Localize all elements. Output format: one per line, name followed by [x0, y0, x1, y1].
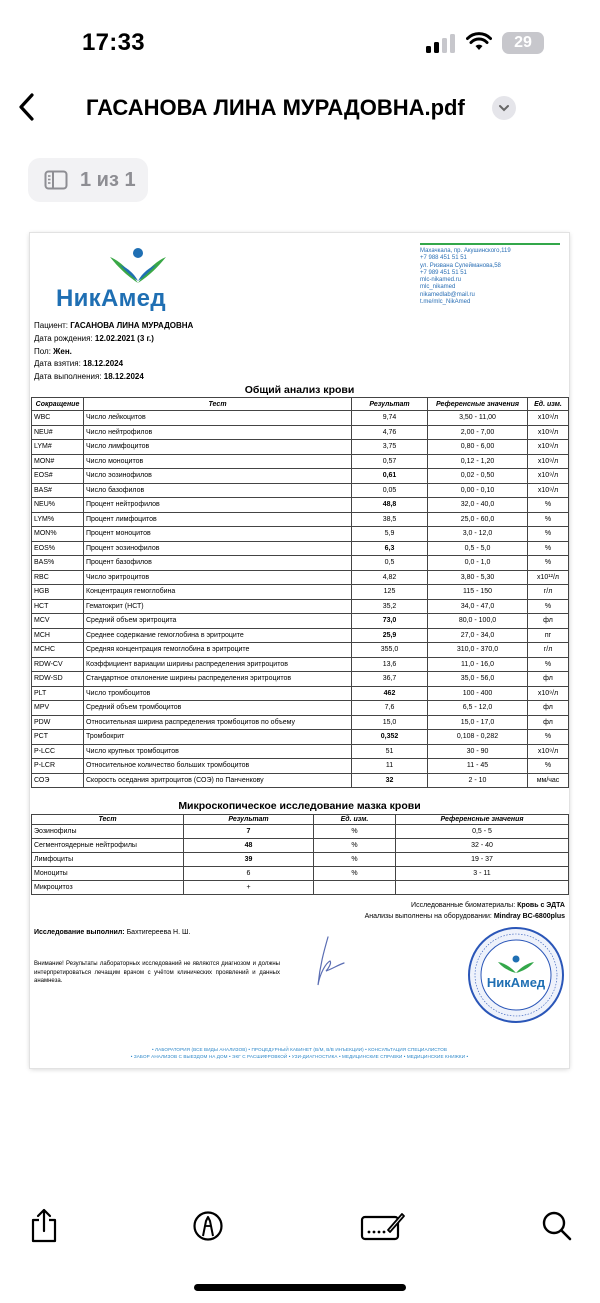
cell-unit: мм/час — [528, 773, 569, 788]
chevron-down-icon — [492, 96, 516, 120]
cell-test: Число крупных тромбоцитов — [84, 744, 352, 759]
cell-result: 15,0 — [352, 715, 428, 730]
table-row — [32, 686, 569, 701]
cell-ref: 34,0 - 47,0 — [428, 599, 528, 614]
cell-ref: 15,0 - 17,0 — [428, 715, 528, 730]
equipment-line — [365, 913, 565, 920]
cell-abbr: BAS% — [32, 556, 84, 571]
label: Дата выполнения: — [34, 372, 102, 382]
cell-ref: 32,0 - 40,0 — [428, 498, 528, 513]
label: Исследование выполнил: — [34, 929, 125, 936]
table-row — [32, 469, 569, 484]
cell-ref: 11 - 45 — [428, 759, 528, 774]
page-indicator[interactable] — [28, 158, 148, 202]
cell-test: Относительная ширина распределения тромбоцитов по объему — [84, 715, 352, 730]
cell-unit: фл — [528, 715, 569, 730]
cbc-table — [31, 397, 569, 788]
cell-result: 11 — [352, 759, 428, 774]
cell-result: 7 — [184, 825, 314, 839]
equipment: Mindray BC-6800plus — [493, 913, 565, 920]
cell-unit: x10⁹/л — [528, 469, 569, 484]
cell-ref: 3,50 - 11,00 — [428, 411, 528, 426]
signal-icon — [426, 33, 456, 53]
contact-line: +7 988 451 51 51 — [420, 255, 467, 262]
cell-abbr: NEU# — [32, 425, 84, 440]
cell-ref: 80,0 - 100,0 — [428, 614, 528, 629]
cell-result: 355,0 — [352, 643, 428, 658]
cell-unit: % — [528, 527, 569, 542]
cell-test: Число эозинофилов — [84, 469, 352, 484]
cell-unit: % — [314, 825, 396, 839]
cell-result: 13,6 — [352, 657, 428, 672]
cell-abbr: HGB — [32, 585, 84, 600]
signature-image — [308, 933, 348, 993]
cell-result: 35,2 — [352, 599, 428, 614]
col-header: Референсные значения — [428, 398, 528, 411]
cell-unit: пг — [528, 628, 569, 643]
cell-abbr: P-LCC — [32, 744, 84, 759]
cell-test: Эозинофилы — [32, 825, 184, 839]
table-row — [32, 730, 569, 745]
cell-abbr: PDW — [32, 715, 84, 730]
patient-name-row — [34, 320, 193, 333]
date-done-row — [34, 371, 193, 384]
table-row — [32, 628, 569, 643]
cell-test: Средний объем эритроцита — [84, 614, 352, 629]
logo-text: НикАмед — [56, 285, 166, 312]
cell-unit — [314, 881, 396, 895]
cell-unit: фл — [528, 701, 569, 716]
home-indicator — [194, 1284, 406, 1291]
cell-result: 125 — [352, 585, 428, 600]
stamp-text: НикАмед — [486, 975, 546, 990]
patient-dob-row — [34, 333, 193, 346]
patient-name: ГАСАНОВА ЛИНА МУРАДОВНА — [70, 321, 194, 330]
contact-line: Махачкала, пр. Акушинского,119 — [420, 248, 511, 254]
cell-result: 36,7 — [352, 672, 428, 687]
cell-unit: фл — [528, 672, 569, 687]
cell-unit: % — [528, 512, 569, 527]
cell-abbr: MON# — [32, 454, 84, 469]
markup-icon[interactable] — [192, 1208, 224, 1244]
date-done: 18.12.2024 — [103, 372, 144, 382]
contacts-block — [420, 243, 560, 306]
cell-test: Число нейтрофилов — [84, 425, 352, 440]
cell-result: 73,0 — [352, 614, 428, 629]
cell-test: Коэффициент вариации ширины распределения эритроцитов — [84, 657, 352, 672]
table-row — [32, 556, 569, 571]
cell-unit: % — [314, 853, 396, 867]
cell-ref: 0,5 - 5 — [396, 825, 569, 839]
cell-ref: 32 - 40 — [396, 839, 569, 853]
cell-result: 39 — [184, 853, 314, 867]
performer: Бахтигереева Н. Ш. — [126, 929, 191, 936]
table-row — [32, 643, 569, 658]
cell-ref: 19 - 37 — [396, 853, 569, 867]
cell-ref: 35,0 - 56,0 — [428, 672, 528, 687]
cell-ref: 310,0 - 370,0 — [428, 643, 528, 658]
cell-result: 0,352 — [352, 730, 428, 745]
table-row — [32, 773, 569, 788]
cell-abbr: RBC — [32, 570, 84, 585]
table-row — [32, 425, 569, 440]
cell-unit: x10⁹/л — [528, 744, 569, 759]
cell-test: Скорость оседания эритроцитов (СОЭ) по Панченкову — [84, 773, 352, 788]
document-title[interactable]: ГАСАНОВА ЛИНА МУРАДОВНА.pdf — [86, 95, 465, 120]
table-row — [32, 839, 569, 853]
cell-result: 9,74 — [352, 411, 428, 426]
patient-sex-row — [34, 346, 193, 359]
cell-result: 7,6 — [352, 701, 428, 716]
cell-result: 0,5 — [352, 556, 428, 571]
cell-test: Число моноцитов — [84, 454, 352, 469]
cell-unit: x10⁹/л — [528, 686, 569, 701]
label: Дата рождения: — [34, 333, 93, 343]
cell-abbr: BAS# — [32, 483, 84, 498]
cell-abbr: WBC — [32, 411, 84, 426]
cell-unit: % — [528, 759, 569, 774]
cell-ref: 0,00 - 0,10 — [428, 483, 528, 498]
cell-test: Моноциты — [32, 867, 184, 881]
contacts-divider — [420, 243, 560, 245]
cell-result: 0,05 — [352, 483, 428, 498]
cell-test: Число лимфоцитов — [84, 440, 352, 455]
table-row — [32, 853, 569, 867]
cell-ref: 11,0 - 16,0 — [428, 657, 528, 672]
cell-result: 3,75 — [352, 440, 428, 455]
cell-unit: г/л — [528, 585, 569, 600]
table-row — [32, 759, 569, 774]
page-indicator-label: 1 из 1 — [80, 169, 136, 191]
cell-abbr: MCV — [32, 614, 84, 629]
section-title-cbc: Общий анализ крови — [244, 384, 355, 396]
cell-test: Процент базофилов — [84, 556, 352, 571]
cell-ref: 2 - 10 — [428, 773, 528, 788]
cell-result: 48,8 — [352, 498, 428, 513]
patient-dob: 12.02.2021 (3 г.) — [94, 333, 154, 343]
table-row — [32, 498, 569, 513]
cell-unit: x10⁹/л — [528, 411, 569, 426]
cell-abbr: MON% — [32, 527, 84, 542]
col-header: Тест — [32, 815, 184, 825]
cell-unit: % — [528, 541, 569, 556]
cell-unit: x10¹²/л — [528, 570, 569, 585]
cell-unit: г/л — [528, 643, 569, 658]
biomaterial-line — [411, 902, 565, 909]
contact-line: mlc-nikamed.ru — [420, 277, 462, 284]
cell-ref: 115 - 150 — [428, 585, 528, 600]
cell-unit: % — [528, 498, 569, 513]
table-row — [32, 483, 569, 498]
cell-test: Стандартное отклонение ширины распределения эритроцитов — [84, 672, 352, 687]
cell-ref: 3,0 - 12,0 — [428, 527, 528, 542]
cell-result: 6 — [184, 867, 314, 881]
table-row — [32, 867, 569, 881]
cell-ref: 25,0 - 60,0 — [428, 512, 528, 527]
cell-unit: % — [528, 556, 569, 571]
footer-line: • ЛАБОРАТОРИЯ (ВСЕ ВИДЫ АНАЛИЗОВ) • ПРОЦЕДУРНЫЙ КАБИНЕТ (В/М, В/В ИНЪЕКЦИИ) • КОНСУЛЬТАЦИЯ СПЕЦИАЛИСТОВ — [151, 1047, 448, 1052]
date-taken-row — [34, 358, 193, 371]
col-header: Тест — [84, 398, 352, 411]
col-header: Результат — [184, 815, 314, 825]
cell-abbr: HCT — [32, 599, 84, 614]
cell-unit: фл — [528, 614, 569, 629]
cell-ref: 30 - 90 — [428, 744, 528, 759]
cell-test: Число лейкоцитов — [84, 411, 352, 426]
cell-abbr: PCT — [32, 730, 84, 745]
table-row — [32, 744, 569, 759]
cell-ref: 0,5 - 5,0 — [428, 541, 528, 556]
cell-ref: 0,12 - 1,20 — [428, 454, 528, 469]
cell-result: 5,9 — [352, 527, 428, 542]
contact-line: +7 989 451 51 51 — [420, 269, 467, 276]
table-row — [32, 454, 569, 469]
cell-abbr: LYM% — [32, 512, 84, 527]
cell-unit: % — [528, 657, 569, 672]
table-row — [32, 599, 569, 614]
cell-test: Концентрация гемоглобина — [84, 585, 352, 600]
cell-abbr: NEU% — [32, 498, 84, 513]
sidebar-icon — [44, 170, 68, 190]
back-icon[interactable] — [14, 90, 44, 124]
cell-test: Число базофилов — [84, 483, 352, 498]
label: Исследованные биоматериалы: — [411, 902, 516, 909]
cell-unit: x10⁹/л — [528, 454, 569, 469]
cell-test: Относительное количество больших тромбоцитов — [84, 759, 352, 774]
cell-result: 6,3 — [352, 541, 428, 556]
cell-result: 51 — [352, 744, 428, 759]
cell-test: Сегментоядерные нейтрофилы — [32, 839, 184, 853]
cell-unit: % — [314, 867, 396, 881]
date-taken: 18.12.2024 — [83, 359, 124, 369]
table-row — [32, 701, 569, 716]
label: Дата взятия: — [34, 359, 81, 369]
col-header: Ед. изм. — [314, 815, 396, 825]
cell-result: 0,61 — [352, 469, 428, 484]
cell-abbr: СОЭ — [32, 773, 84, 788]
table-row — [32, 657, 569, 672]
cell-test: Процент нейтрофилов — [84, 498, 352, 513]
cell-test: Лимфоциты — [32, 853, 184, 867]
table-row — [32, 527, 569, 542]
disclaimer: Внимание! Результаты лабораторных исследований не являются диагнозом и должны интерпретироваться лечащим врачом с учётом клинических проявлений и данных анамнеза. — [34, 961, 280, 984]
table-row — [32, 570, 569, 585]
cell-result: 25,9 — [352, 628, 428, 643]
cell-ref: 6,5 - 12,0 — [428, 701, 528, 716]
table-row — [32, 585, 569, 600]
table-row — [32, 881, 569, 895]
cell-result: 48 — [184, 839, 314, 853]
cell-test: Средний объем тромбоцитов — [84, 701, 352, 716]
cell-abbr: MCHC — [32, 643, 84, 658]
patient-info — [34, 320, 193, 384]
col-header: Референсные значения — [396, 815, 569, 825]
table-row — [32, 672, 569, 687]
cell-ref: 3,80 - 5,30 — [428, 570, 528, 585]
cell-ref: 0,0 - 1,0 — [428, 556, 528, 571]
cell-abbr: P-LCR — [32, 759, 84, 774]
section-title-smear: Микроскопическое исследование мазка крови — [178, 800, 421, 812]
stamp-image — [466, 925, 566, 1025]
cell-result: 4,82 — [352, 570, 428, 585]
cell-abbr: EOS% — [32, 541, 84, 556]
status-time: 17:33 — [82, 29, 145, 56]
contact-line: ул. Ризвана Сулейманова,58 — [420, 262, 501, 269]
wifi-icon — [466, 32, 492, 52]
col-header: Ед. изм. — [528, 398, 569, 411]
signature-icon[interactable] — [360, 1208, 406, 1244]
cell-ref: 2,00 - 7,00 — [428, 425, 528, 440]
cell-ref: 27,0 - 34,0 — [428, 628, 528, 643]
cell-unit: % — [528, 599, 569, 614]
cell-unit: % — [528, 730, 569, 745]
cell-unit: x10⁹/л — [528, 425, 569, 440]
battery-icon: 29 — [502, 32, 544, 54]
cell-test: Средняя концентрация гемоглобина в эритроците — [84, 643, 352, 658]
cell-ref: 3 - 11 — [396, 867, 569, 881]
cell-ref: 0,80 - 6,00 — [428, 440, 528, 455]
cell-test: Микроцитоз — [32, 881, 184, 895]
table-row — [32, 411, 569, 426]
contact-line: nikamedlab@mail.ru — [420, 291, 475, 298]
cell-test: Процент моноцитов — [84, 527, 352, 542]
biomaterial: Кровь с ЭДТА — [517, 902, 565, 909]
cell-test: Гематокрит (НСТ) — [84, 599, 352, 614]
col-header: Сокращение — [32, 398, 84, 411]
cell-test: Тромбокрит — [84, 730, 352, 745]
table-row — [32, 541, 569, 556]
cell-test: Процент эозинофилов — [84, 541, 352, 556]
cell-abbr: EOS# — [32, 469, 84, 484]
cell-abbr: PLT — [32, 686, 84, 701]
cell-result: 462 — [352, 686, 428, 701]
cell-abbr: MPV — [32, 701, 84, 716]
table-row — [32, 614, 569, 629]
table-row — [32, 440, 569, 455]
cell-abbr: LYM# — [32, 440, 84, 455]
label: Анализы выполнены на оборудовании: — [364, 913, 492, 920]
search-icon[interactable] — [540, 1208, 574, 1244]
cell-abbr: RDW-SD — [32, 672, 84, 687]
cell-result: 4,76 — [352, 425, 428, 440]
table-row — [32, 512, 569, 527]
contact-line: t.me/mlc_NikAmed — [420, 299, 471, 306]
cell-ref — [396, 881, 569, 895]
cell-test: Число эритроцитов — [84, 570, 352, 585]
share-icon[interactable] — [28, 1208, 60, 1244]
cell-result: 0,57 — [352, 454, 428, 469]
cell-test: Процент лимфоцитов — [84, 512, 352, 527]
table-row — [32, 825, 569, 839]
pdf-page — [30, 233, 569, 1068]
performer-line — [34, 929, 190, 936]
cell-abbr: MCH — [32, 628, 84, 643]
label: Пациент: — [34, 321, 69, 330]
cell-ref: 0,02 - 0,50 — [428, 469, 528, 484]
cell-unit: x10⁹/л — [528, 483, 569, 498]
patient-sex: Жен. — [53, 346, 72, 356]
footer-line: • ЗАБОР АНАЛИЗОВ С ВЫЕЗДОМ НА ДОМ • ЭКГ С РАСШИФРОВКОЙ • УЗИ-ДИАГНОСТИКА • МЕДИЦИНСКИЕ СПРАВКИ • МЕДИЦИНСКИЕ КНИЖКИ • — [130, 1054, 469, 1059]
cell-ref: 0,108 - 0,282 — [428, 730, 528, 745]
cell-unit: x10⁹/л — [528, 440, 569, 455]
cell-result: 38,5 — [352, 512, 428, 527]
logo-icon — [108, 243, 168, 285]
cell-abbr: RDW-CV — [32, 657, 84, 672]
title-menu-button[interactable] — [492, 96, 516, 120]
cell-test: Число тромбоцитов — [84, 686, 352, 701]
label: Пол: — [34, 346, 51, 356]
table-row — [32, 715, 569, 730]
cell-result: + — [184, 881, 314, 895]
col-header: Результат — [352, 398, 428, 411]
cell-result: 32 — [352, 773, 428, 788]
cell-ref: 100 - 400 — [428, 686, 528, 701]
smear-table — [31, 814, 569, 895]
cell-test: Среднее содержание гемоглобина в эритроците — [84, 628, 352, 643]
contact-line: mlc_nikamed — [420, 284, 456, 291]
cell-unit: % — [314, 839, 396, 853]
